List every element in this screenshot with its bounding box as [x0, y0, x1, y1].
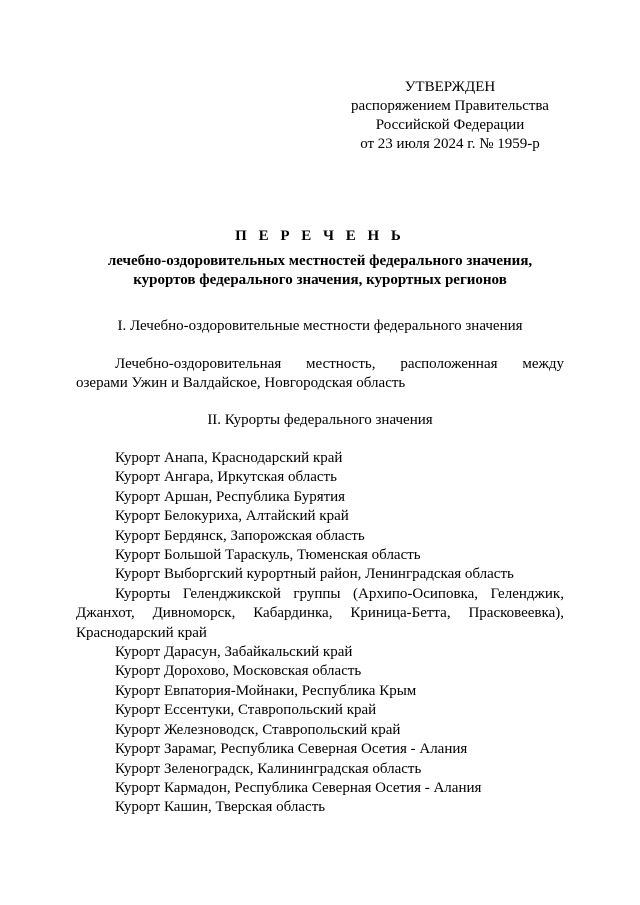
approval-stamp: [330, 78, 570, 154]
document-title: П Е Р Е Ч Е Н Ь: [235, 228, 405, 244]
word: между: [522, 356, 564, 372]
list-item: Курорт Дарасун, Забайкальский край: [115, 644, 353, 661]
list-item: Курорт Железноводск, Ставропольский край: [115, 721, 401, 738]
word: расположенная: [400, 356, 498, 372]
word: Кабардинка,: [253, 605, 333, 622]
word: Курорты: [115, 585, 171, 602]
list-item-gelendzhik-line2: [76, 604, 564, 623]
word: Дивноморск,: [152, 605, 236, 622]
section-1-item-line: озерами Ужин и Валдайское, Новгородская область: [76, 375, 406, 392]
list-item-gelendzhik-line3: Краснодарский край: [76, 624, 207, 641]
list-item: Курорт Большой Тараскуль, Тюменская область: [115, 547, 421, 564]
list-item: Курорт Зеленоградск, Калининградская область: [115, 760, 422, 777]
list-item: Курорт Зарамаг, Республика Северная Осетия - Алания: [115, 741, 468, 758]
section-1-item-line: [76, 355, 564, 374]
section-2-heading: II. Курорты федерального значения: [207, 412, 433, 428]
subtitle-line: курортов федерального значения, курортных регионов: [133, 272, 507, 288]
section-1-heading: I. Лечебно-оздоровительные местности федерального значения: [117, 318, 523, 334]
list-item: Курорт Кашин, Тверская область: [115, 799, 326, 816]
list-item: Курорт Дорохово, Московская область: [115, 663, 362, 680]
word: Джанхот,: [76, 605, 135, 622]
list-item: Курорт Евпатория-Мойнаки, Республика Крым: [115, 682, 417, 699]
list-item: Курорт Белокуриха, Алтайский край: [115, 508, 349, 525]
approval-heading: УТВЕРЖДЕН: [404, 79, 496, 95]
section-1-item: [76, 355, 564, 394]
document-subtitle: [40, 252, 600, 290]
word: Геленджикской: [182, 585, 281, 602]
word: Геленджик,: [490, 585, 564, 602]
list-item: Курорт Кармадон, Республика Северная Осетия - Алания: [115, 779, 482, 796]
list-item: Курорт Ангара, Иркутская область: [115, 469, 337, 486]
approval-line: Российской Федерации: [375, 117, 525, 133]
list-item: Курорт Анапа, Краснодарский край: [115, 450, 343, 466]
word: (Архипо-Осиповка,: [353, 585, 478, 602]
approval-date-line: от 23 июля 2024 г. № 1959-р: [360, 136, 540, 152]
list-item: Курорт Бердянск, Запорожская область: [115, 527, 365, 544]
list-item: Курорт Ессентуки, Ставропольский край: [115, 702, 377, 719]
list-item: Курорт Выборгский курортный район, Ленинградская область: [115, 566, 514, 583]
section-2-list: [76, 449, 564, 818]
word: местность,: [306, 356, 376, 372]
subtitle-line: лечебно-оздоровительных местностей федерального значения,: [107, 253, 533, 269]
word: группы: [293, 585, 341, 602]
word: Прасковеевка),: [468, 605, 564, 622]
word: Криница-Бетта,: [350, 605, 451, 622]
word: Лечебно-оздоровительная: [115, 356, 282, 372]
approval-line: распоряжением Правительства: [351, 98, 549, 114]
list-item: Курорт Аршан, Республика Бурятия: [115, 488, 346, 505]
list-item-gelendzhik-line1: [76, 585, 564, 604]
